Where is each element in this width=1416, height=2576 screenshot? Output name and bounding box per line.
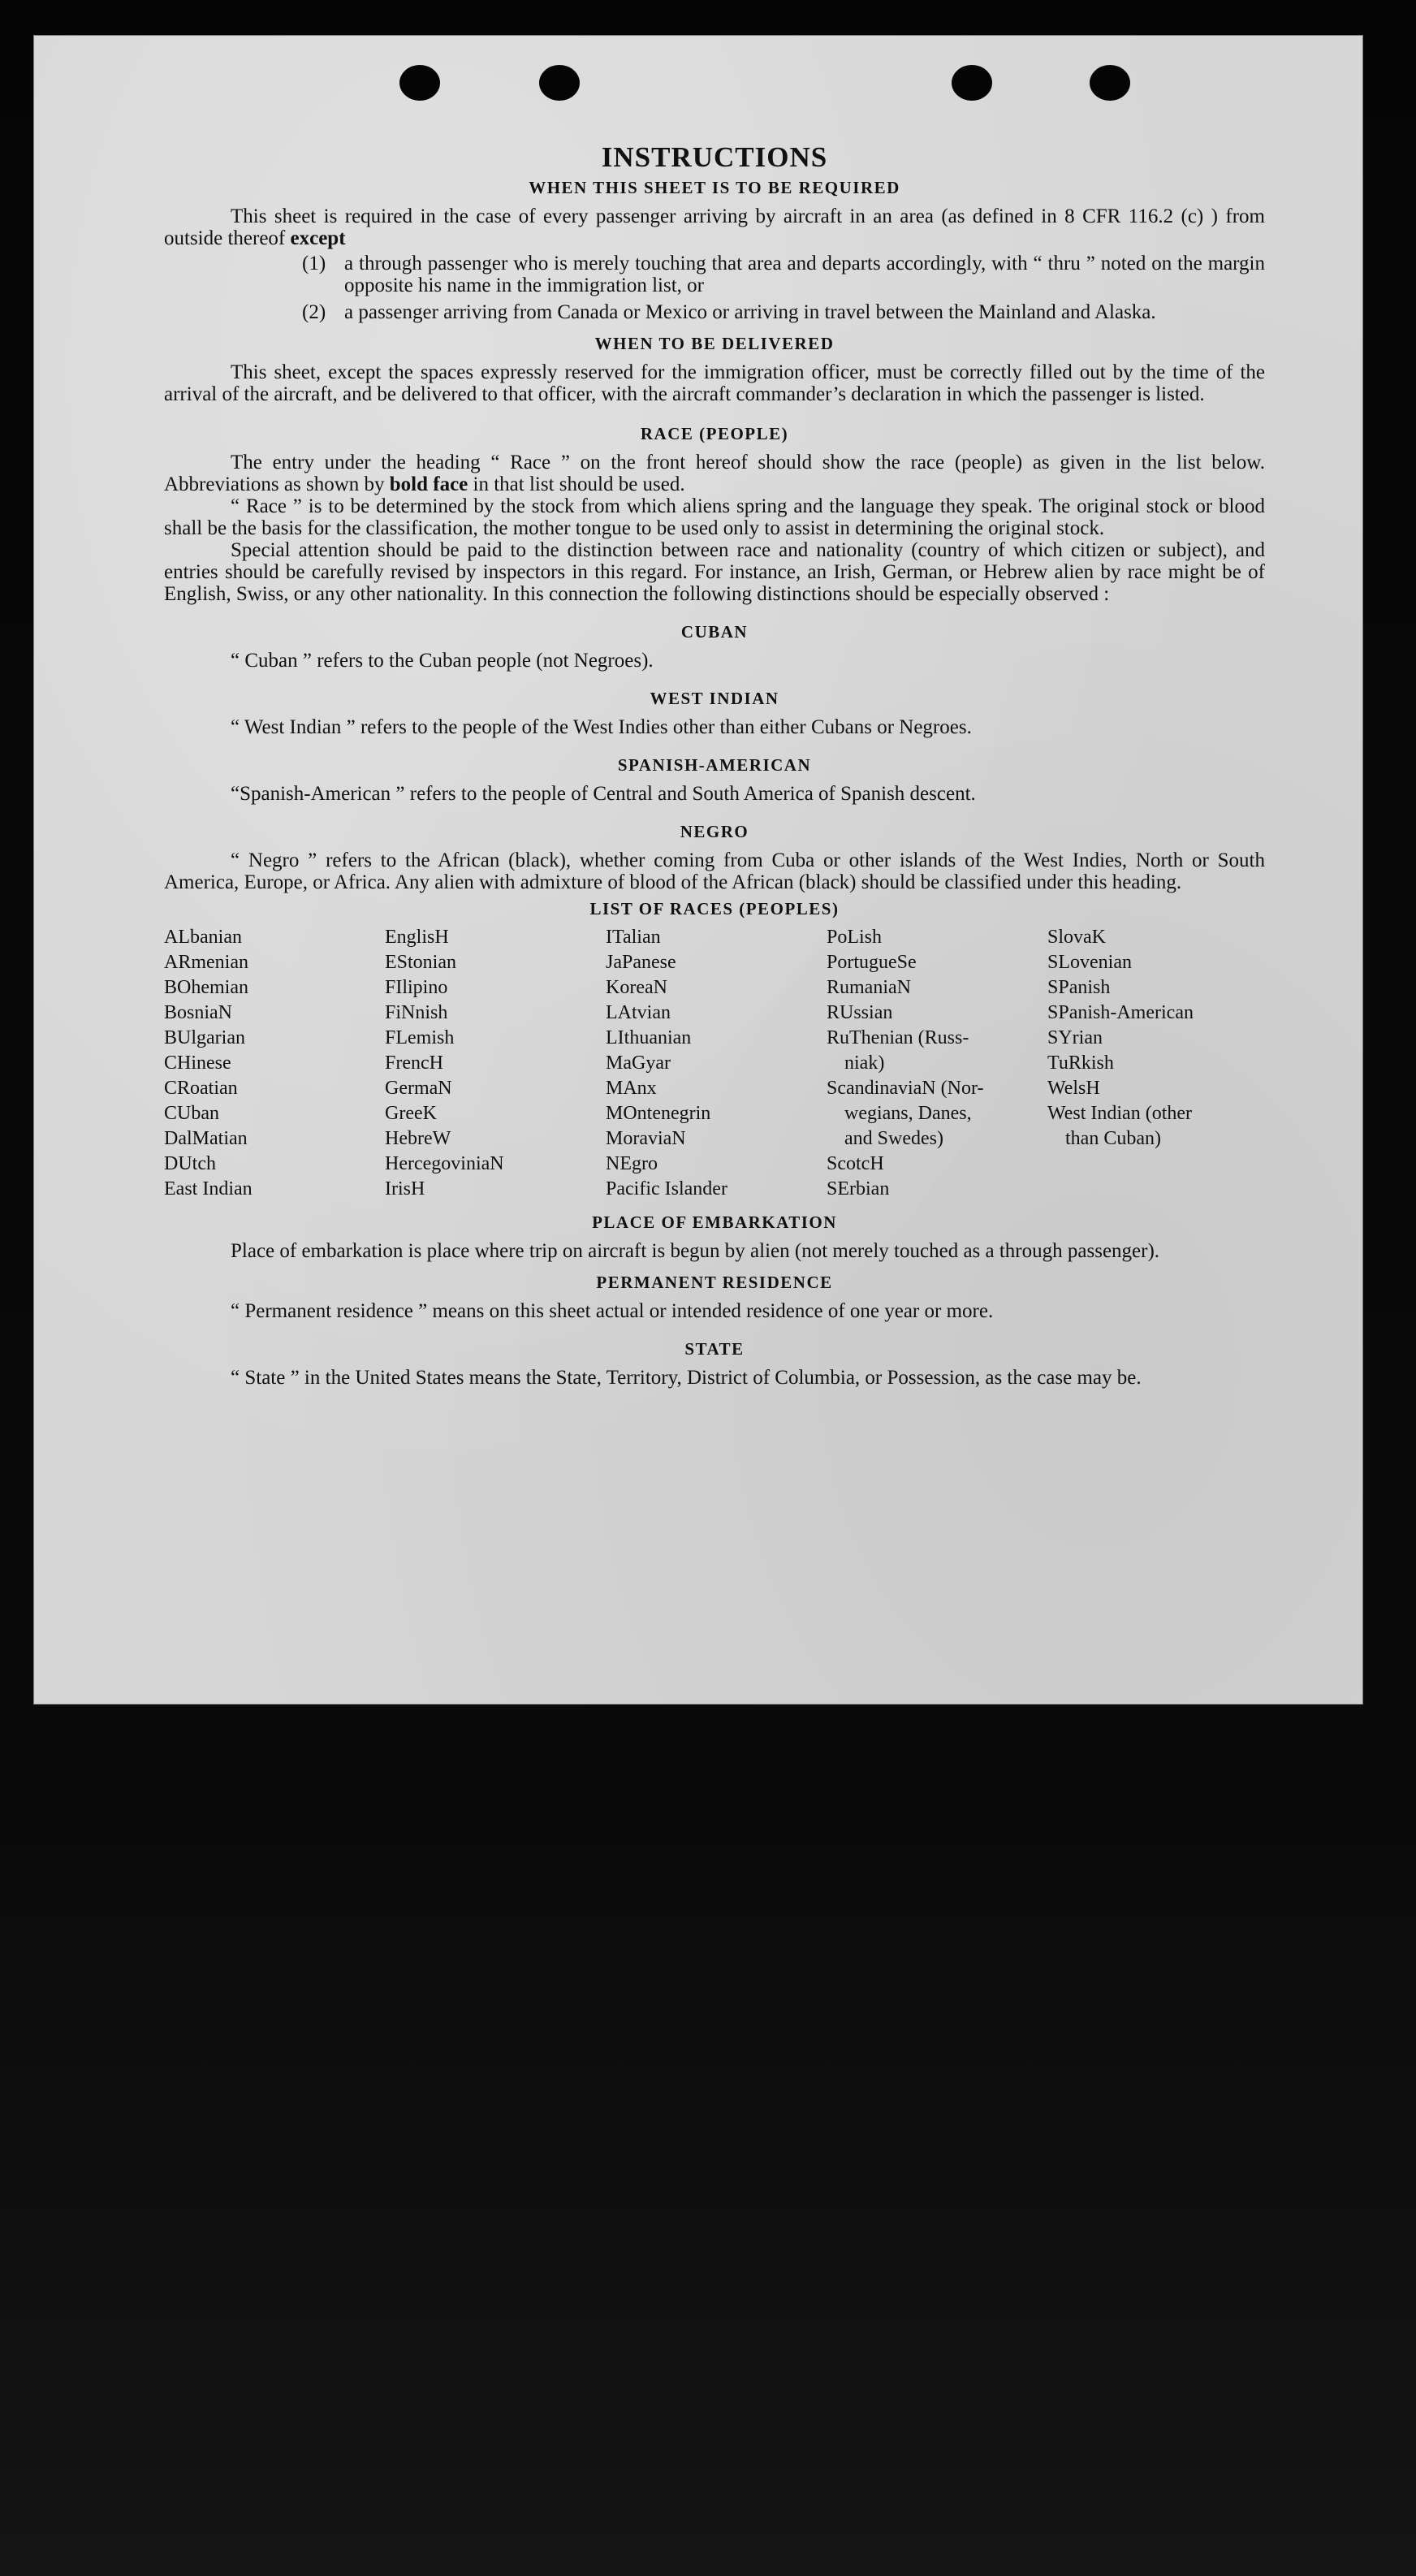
section-heading-residence: PERMANENT RESIDENCE <box>596 1273 833 1292</box>
race-entry: FLemish <box>385 1027 455 1048</box>
race-entry: RuThenian (Russ- <box>827 1027 969 1048</box>
race-entry: East Indian <box>164 1178 253 1199</box>
race-entry: NEgro <box>606 1153 658 1174</box>
race-entry: IrisH <box>385 1178 425 1199</box>
race-bold-face: bold face <box>389 473 468 495</box>
race-entry: SPanish-American <box>1047 1002 1194 1023</box>
race-entry: DUtch <box>164 1153 216 1174</box>
required-item-1: (1) a through passenger who is merely touching that area and departs accordingly, with “ thru ” noted on the margin opposite his name in the immigration list, or <box>302 253 1265 296</box>
races-column-3 <box>606 925 827 1202</box>
race-entry: ScandinaviaN (Nor- <box>827 1078 984 1099</box>
embarkation-text: Place of embarkation is place where trip on aircraft is begun by alien (not merely touched as a through passenger). <box>231 1240 1160 1262</box>
race-entry: RumaniaN <box>827 977 911 998</box>
section-heading-list-of-races: LIST OF RACES (PEOPLES) <box>589 899 840 918</box>
race-entry: ITalian <box>606 927 661 948</box>
race-entry: SPanish <box>1047 977 1111 998</box>
cuban-text: “ Cuban ” refers to the Cuban people (not Negroes). <box>231 650 654 672</box>
spanish-american-text: “Spanish-American ” refers to the people of Central and South America of Spanish descent. <box>231 783 976 805</box>
races-column-4 <box>827 925 1047 1202</box>
race-entry: MoraviaN <box>606 1128 686 1149</box>
negro-text: “ Negro ” refers to the African (black), whether coming from Cuba or other islands of the West Indies, North or South America, Europe, or Africa. Any alien with admixture of blood of the African (black) should be classified under this heading. <box>164 849 1265 893</box>
race-entry: PortugueSe <box>827 952 917 973</box>
race-entry: Pacific Islander <box>606 1178 727 1199</box>
section-heading-race: RACE (PEOPLE) <box>640 424 789 443</box>
race-entry: MaGyar <box>606 1052 671 1074</box>
race-entry-continued: than Cuban) <box>1065 1128 1161 1149</box>
race-entry: GreeK <box>385 1103 437 1124</box>
punch-hole <box>1090 65 1130 101</box>
race-entry: BUlgarian <box>164 1027 245 1048</box>
race-entry-continued: wegians, Danes, <box>844 1103 972 1124</box>
race-entry-continued: and Swedes) <box>844 1128 943 1149</box>
race-entry: LIthuanian <box>606 1027 692 1048</box>
section-heading-cuban: CUBAN <box>680 622 749 642</box>
section-heading-delivered: WHEN TO BE DELIVERED <box>594 334 835 353</box>
races-column-1 <box>164 925 385 1202</box>
race-entry: CHinese <box>164 1052 231 1074</box>
race-entry: SlovaK <box>1047 927 1106 948</box>
race-entry: SLovenian <box>1047 952 1132 973</box>
race-entry: MOntenegrin <box>606 1103 711 1124</box>
race-entry: CRoatian <box>164 1078 238 1099</box>
race-entry: EnglisH <box>385 927 449 948</box>
section-heading-west-indian: WEST INDIAN <box>650 689 779 708</box>
delivered-text: This sheet, except the spaces expressly reserved for the immigration officer, must be correctly filled out by the time of the arrival of the aircraft, and be delivered to that officer, with the aircraft commander’s declaration in which the passenger is listed. <box>164 361 1265 405</box>
race-entry: FiNnish <box>385 1002 448 1023</box>
punch-hole <box>539 65 580 101</box>
race-entry: KoreaN <box>606 977 667 998</box>
race-paragraph-2: “ Race ” is to be determined by the stock from which aliens spring and the language they speak. The original stock or blood shall be the basis for the classification, the mother tongue to be used only to assist in determining the original stock. <box>164 495 1265 539</box>
races-column-2 <box>385 925 606 1202</box>
race-entry: RUssian <box>827 1002 893 1023</box>
race-entry: SYrian <box>1047 1027 1103 1048</box>
section-heading-state: STATE <box>684 1339 745 1359</box>
race-entry: HebreW <box>385 1128 451 1149</box>
race-entry: ALbanian <box>164 927 242 948</box>
race-entry: LAtvian <box>606 1002 671 1023</box>
section-heading-embarkation: PLACE OF EMBARKATION <box>592 1212 837 1232</box>
race-entry: DalMatian <box>164 1128 248 1149</box>
race-entry: PoLish <box>827 927 883 948</box>
race-entry: West Indian (other <box>1047 1103 1193 1124</box>
race-entry: JaPanese <box>606 952 676 973</box>
race-entry: GermaN <box>385 1078 452 1099</box>
punch-hole <box>399 65 440 101</box>
race-entry: HercegoviniaN <box>385 1153 504 1174</box>
race-entry: FrencH <box>385 1052 443 1074</box>
required-intro-emphasis: except <box>290 227 346 249</box>
race-entry: SErbian <box>827 1178 890 1199</box>
instructions-content <box>164 141 1265 1389</box>
race-entry: ARmenian <box>164 952 248 973</box>
race-entry-continued: niak) <box>844 1052 885 1074</box>
race-entry: BOhemian <box>164 977 248 998</box>
race-entry: TuRkish <box>1047 1052 1114 1074</box>
required-intro: This sheet is required in the case of every passenger arriving by aircraft in an area (as defined in 8 CFR 116.2 (c) ) from outside thereof except <box>164 205 1265 249</box>
race-entry: EStonian <box>385 952 456 973</box>
required-item-2: (2) a passenger arriving from Canada or Mexico or arriving in travel between the Mainland and Alaska. <box>302 301 1156 323</box>
punch-hole <box>952 65 992 101</box>
race-paragraph-3: Special attention should be paid to the distinction between race and nationality (country of which citizen or subject), and entries should be carefully revised by inspectors in this regard. For instance, an Irish, German, or Hebrew alien by race might be of English, Swiss, or any other nationality. In this connection the following distinctions should be especially observed : <box>164 539 1265 605</box>
west-indian-text: “ West Indian ” refers to the people of the West Indies other than either Cubans or Negroes. <box>231 716 972 738</box>
residence-text: “ Permanent residence ” means on this sheet actual or intended residence of one year or more. <box>231 1300 994 1322</box>
state-text: “ State ” in the United States means the State, Territory, District of Columbia, or Possession, as the case may be. <box>231 1367 1142 1389</box>
races-column-5 <box>1047 925 1265 1202</box>
race-entry: CUban <box>164 1103 219 1124</box>
race-entry: FIlipino <box>385 977 448 998</box>
race-entry: WelsH <box>1047 1078 1100 1099</box>
race-entry: BosniaN <box>164 1002 232 1023</box>
race-paragraph-1: The entry under the heading “ Race ” on the front hereof should show the race (people) as given in the list below. Abbreviations as shown by bold face in that list should be used. <box>164 452 1265 495</box>
document-sheet <box>34 36 1362 1704</box>
races-list <box>164 925 1265 1202</box>
race-entry: MAnx <box>606 1078 657 1099</box>
section-heading-negro: NEGRO <box>680 822 749 841</box>
page-title: INSTRUCTIONS <box>601 141 828 173</box>
section-heading-required: WHEN THIS SHEET IS TO BE REQUIRED <box>529 178 900 197</box>
section-heading-spanish-american: SPANISH-AMERICAN <box>617 755 812 775</box>
race-entry: ScotcH <box>827 1153 884 1174</box>
